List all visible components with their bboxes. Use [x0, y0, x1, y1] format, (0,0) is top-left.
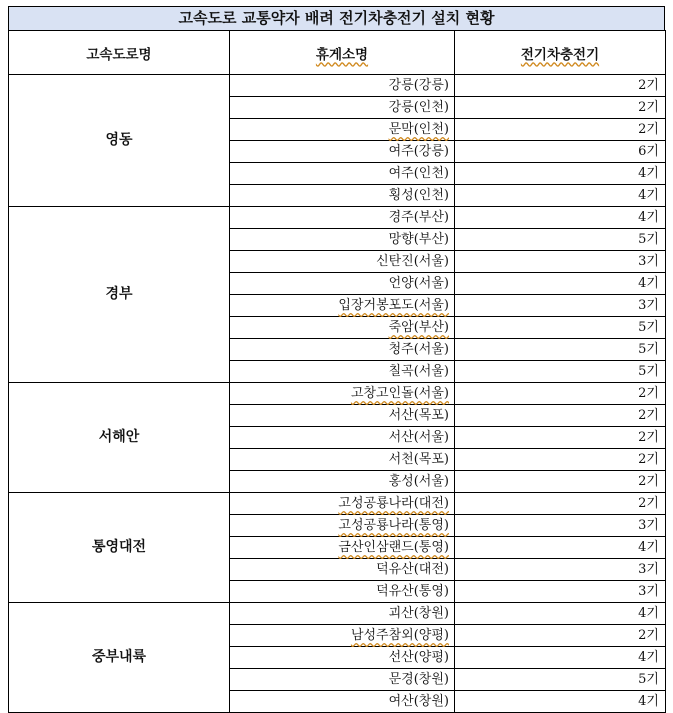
rest-area-name: 서산(서울): [388, 430, 449, 445]
header-row: [9, 31, 666, 75]
rest-area-name: 망향(부산): [388, 232, 449, 247]
rest-area-cell: [230, 537, 455, 559]
rest-area-cell: [230, 339, 455, 361]
rest-area-name: 여산(창원): [388, 694, 449, 709]
charger-count-cell: 2기: [455, 119, 666, 141]
charger-count-cell: 2기: [455, 625, 666, 647]
rest-area-cell: [230, 141, 455, 163]
rest-area-name: 고성공룡나라(통영): [338, 518, 449, 533]
road-name-cell: 서해안: [9, 383, 230, 493]
rest-area-name: 문막(인천): [388, 122, 449, 137]
rest-area-cell: [230, 427, 455, 449]
table-row: [9, 383, 666, 405]
document: [8, 6, 665, 713]
rest-area-cell: [230, 75, 455, 97]
rest-area-cell: [230, 295, 455, 317]
charger-count-cell: 4기: [455, 647, 666, 669]
rest-area-cell: [230, 163, 455, 185]
road-name-cell: 통영대전: [9, 493, 230, 603]
rest-area-name: 여주(강릉): [388, 144, 449, 159]
rest-area-name: 덕유산(대전): [376, 562, 449, 577]
rest-area-name: 고성공룡나라(대전): [338, 496, 449, 511]
rest-area-name: 경주(부산): [388, 210, 449, 225]
rest-area-name: 금산인삼랜드(통영): [338, 540, 449, 555]
rest-area-cell: [230, 361, 455, 383]
table-body: [9, 75, 666, 713]
rest-area-cell: [230, 273, 455, 295]
charger-count-cell: 3기: [455, 295, 666, 317]
charger-count-cell: 5기: [455, 317, 666, 339]
table-title: 고속도로 교통약자 배려 전기차충전기 설치 현황: [8, 6, 665, 30]
rest-area-name: 덕유산(통영): [376, 584, 449, 599]
rest-area-cell: [230, 559, 455, 581]
charger-count-cell: 2기: [455, 405, 666, 427]
rest-area-name: 칠곡(서울): [388, 364, 449, 379]
header-road: 고속도로명: [9, 31, 230, 75]
rest-area-cell: [230, 383, 455, 405]
rest-area-cell: [230, 119, 455, 141]
charger-count-cell: 5기: [455, 339, 666, 361]
rest-area-name: 죽암(부산): [388, 320, 449, 335]
rest-area-cell: [230, 581, 455, 603]
charger-count-cell: 5기: [455, 669, 666, 691]
charger-count-cell: 2기: [455, 449, 666, 471]
rest-area-name: 입장거봉포도(서울): [338, 298, 449, 313]
rest-area-name: 강릉(강릉): [388, 78, 449, 93]
charger-count-cell: 4기: [455, 163, 666, 185]
rest-area-name: 강릉(인천): [388, 100, 449, 115]
header-chargers-label: 전기차충전기: [520, 46, 600, 63]
rest-area-name: 문경(창원): [388, 672, 449, 687]
table-row: [9, 493, 666, 515]
table-row: [9, 207, 666, 229]
charger-count-cell: 3기: [455, 251, 666, 273]
charger-table: [8, 30, 666, 713]
charger-count-cell: 4기: [455, 273, 666, 295]
rest-area-cell: [230, 229, 455, 251]
charger-count-cell: 6기: [455, 141, 666, 163]
charger-count-cell: 4기: [455, 691, 666, 713]
rest-area-name: 신탄진(서울): [376, 254, 449, 269]
rest-area-cell: [230, 647, 455, 669]
table-row: [9, 603, 666, 625]
rest-area-cell: [230, 207, 455, 229]
charger-count-cell: 4기: [455, 603, 666, 625]
charger-count-cell: 2기: [455, 493, 666, 515]
charger-count-cell: 4기: [455, 207, 666, 229]
rest-area-cell: [230, 493, 455, 515]
header-rest-area: [230, 31, 455, 75]
rest-area-cell: [230, 185, 455, 207]
rest-area-name: 서천(목포): [388, 452, 449, 467]
rest-area-name: 여주(인천): [388, 166, 449, 181]
rest-area-cell: [230, 97, 455, 119]
rest-area-cell: [230, 251, 455, 273]
road-name-cell: 영동: [9, 75, 230, 207]
rest-area-name: 청주(서울): [388, 342, 449, 357]
charger-count-cell: 2기: [455, 75, 666, 97]
rest-area-name: 선산(양평): [388, 650, 449, 665]
charger-count-cell: 5기: [455, 229, 666, 251]
rest-area-cell: [230, 669, 455, 691]
rest-area-cell: [230, 603, 455, 625]
table-row: [9, 75, 666, 97]
rest-area-cell: [230, 449, 455, 471]
road-name-cell: 중부내륙: [9, 603, 230, 713]
charger-count-cell: 5기: [455, 361, 666, 383]
charger-count-cell: 2기: [455, 383, 666, 405]
rest-area-cell: [230, 405, 455, 427]
rest-area-name: 횡성(인천): [388, 188, 449, 203]
header-rest-area-label: 휴게소명: [315, 46, 369, 63]
rest-area-name: 서산(목포): [388, 408, 449, 423]
rest-area-name: 홍성(서울): [388, 474, 449, 489]
rest-area-name: 괴산(창원): [388, 606, 449, 621]
charger-count-cell: 2기: [455, 427, 666, 449]
rest-area-name: 언양(서울): [388, 276, 449, 291]
rest-area-cell: [230, 515, 455, 537]
rest-area-cell: [230, 691, 455, 713]
charger-count-cell: 3기: [455, 581, 666, 603]
road-name-cell: 경부: [9, 207, 230, 383]
charger-count-cell: 3기: [455, 559, 666, 581]
rest-area-cell: [230, 317, 455, 339]
charger-count-cell: 4기: [455, 185, 666, 207]
rest-area-name: 남성주참외(양평): [350, 628, 449, 643]
rest-area-cell: [230, 471, 455, 493]
rest-area-cell: [230, 625, 455, 647]
rest-area-name: 고창고인돌(서울): [350, 386, 449, 401]
charger-count-cell: 4기: [455, 537, 666, 559]
charger-count-cell: 2기: [455, 97, 666, 119]
charger-count-cell: 2기: [455, 471, 666, 493]
charger-count-cell: 3기: [455, 515, 666, 537]
header-chargers: [455, 31, 666, 75]
